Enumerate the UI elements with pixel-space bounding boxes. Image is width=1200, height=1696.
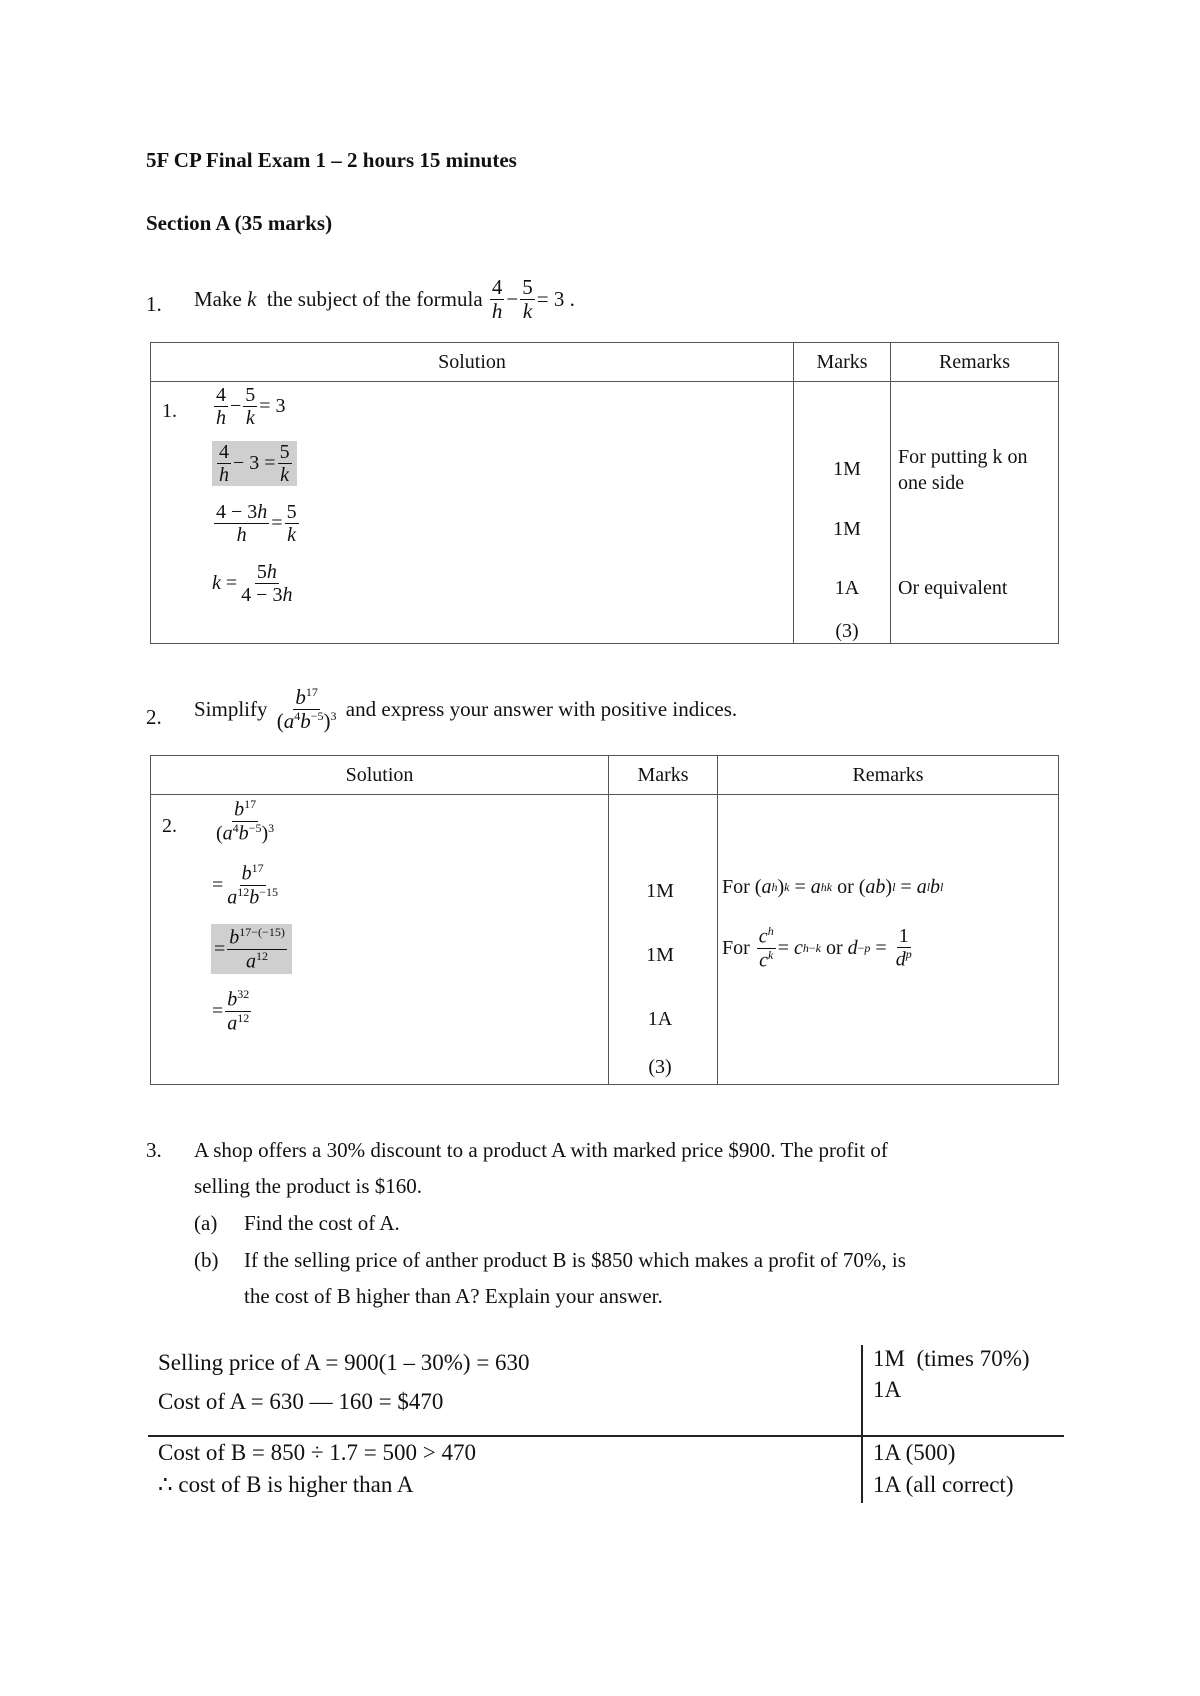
- q1-mark-1: 1M: [833, 458, 861, 480]
- q2-mark-2: 1M: [646, 944, 674, 966]
- q3-marks-a2: 1A: [873, 1377, 902, 1402]
- q3-number: 3.: [146, 1138, 162, 1162]
- header-solution: Solution: [151, 756, 609, 795]
- q2-step-1: $\frac{b^{17}}{(a^4b^{-5})^3}$: [216, 797, 275, 845]
- q2-step-3: = $\frac{b^{17-(-15)}}{a^{12}}$: [211, 924, 292, 974]
- q2-mark-1: 1M: [646, 880, 674, 902]
- section-heading: Section A (35 marks): [146, 211, 333, 235]
- q2-step-4: = $\frac{b^{32}}{a^{12}}$: [212, 987, 250, 1035]
- q3-part-b-line2: the cost of B higher than A? Explain your answer.: [244, 1284, 663, 1308]
- q2-remark-2: For $\frac{c^h}{c^k}$ = c h−k or d −p = $\frac{1}{d^p}$: [722, 924, 912, 972]
- q1-label: 1.: [162, 400, 177, 422]
- q3-part-b-line1: If the selling price of anther product B is $850 which makes a profit of 70%, is: [244, 1248, 906, 1272]
- header-marks: Marks: [609, 756, 718, 795]
- q3-part-b-label: (b): [194, 1248, 219, 1272]
- q2-mark-total: (3): [648, 1056, 672, 1078]
- q3-marks-a1: 1M (times 70%): [873, 1346, 1030, 1371]
- exam-title: 5F CP Final Exam 1 – 2 hours 15 minutes: [146, 148, 517, 172]
- q2-mark-3: 1A: [647, 1008, 673, 1030]
- q1-prompt: Make k the subject of the formula $\frac{4}{h}$ − $\frac{5}{k}$ = 3 .: [194, 275, 575, 324]
- q2-number: 2.: [146, 705, 162, 729]
- q3-solution-b2: ∴ cost of B is higher than A: [158, 1472, 414, 1497]
- header-marks: Marks: [794, 343, 891, 382]
- q1-step-1: $\frac{4}{h}$ − $\frac{5}{k}$ = 3: [216, 384, 286, 429]
- q3-solution-a1: Selling price of A = 900(1 – 30%) = 630: [158, 1350, 530, 1375]
- header-remarks: Remarks: [718, 756, 1059, 795]
- q3-vertical-rule: [861, 1345, 863, 1503]
- q2-label: 2.: [162, 815, 177, 837]
- q3-text-line1: A shop offers a 30% discount to a product A with marked price $900. The profit of: [194, 1138, 888, 1162]
- q1-remark-2: Or equivalent: [898, 577, 1008, 599]
- q2-solution-table: [150, 755, 1059, 1085]
- q3-part-a: Find the cost of A.: [244, 1211, 400, 1235]
- q1-step-2: $\frac{4}{h}$ − 3 = $\frac{5}{k}$: [212, 441, 297, 486]
- q1-step-3: $\frac{4 - 3h}{h}$ = $\frac{5}{k}$: [216, 501, 297, 546]
- q3-solution-b1: Cost of B = 850 ÷ 1.7 = 500 > 470: [158, 1440, 476, 1465]
- q3-solution-a2: Cost of A = 630 — 160 = $470: [158, 1389, 444, 1414]
- q2-prompt-post: and express your answer with positive indices.: [345, 697, 738, 722]
- q2-remark-1: For ( a h ) k = a hk or ( ab ) l = a l b l: [722, 876, 944, 898]
- q3-text-line2: selling the product is $160.: [194, 1174, 423, 1198]
- q1-mark-2: 1M: [833, 518, 861, 540]
- q3-marks-b2: 1A (all correct): [873, 1472, 1014, 1497]
- q1-step-4: k = $\frac{5h}{4 - 3h}$: [212, 561, 293, 606]
- q2-prompt-pre: Simplify: [194, 697, 268, 722]
- header-solution: Solution: [151, 343, 794, 382]
- q2-prompt: Simplify $\frac{b^{17}}{(a^4b^{-5})^3}$ and express your answer with positive indices.: [194, 685, 738, 734]
- q1-mark-3: 1A: [834, 577, 860, 599]
- q1-mark-total: (3): [835, 620, 859, 642]
- q3-marks-b1: 1A (500): [873, 1440, 956, 1465]
- q1-remark-1: For putting k on one side: [898, 446, 1028, 494]
- q3-part-a-label: (a): [194, 1211, 218, 1235]
- header-remarks: Remarks: [891, 343, 1059, 382]
- q1-number: 1.: [146, 292, 162, 316]
- q2-step-2: = $\frac{b^{17}}{a^{12}b^{-15}}$: [212, 861, 279, 909]
- q3-horizontal-rule: [148, 1435, 1064, 1437]
